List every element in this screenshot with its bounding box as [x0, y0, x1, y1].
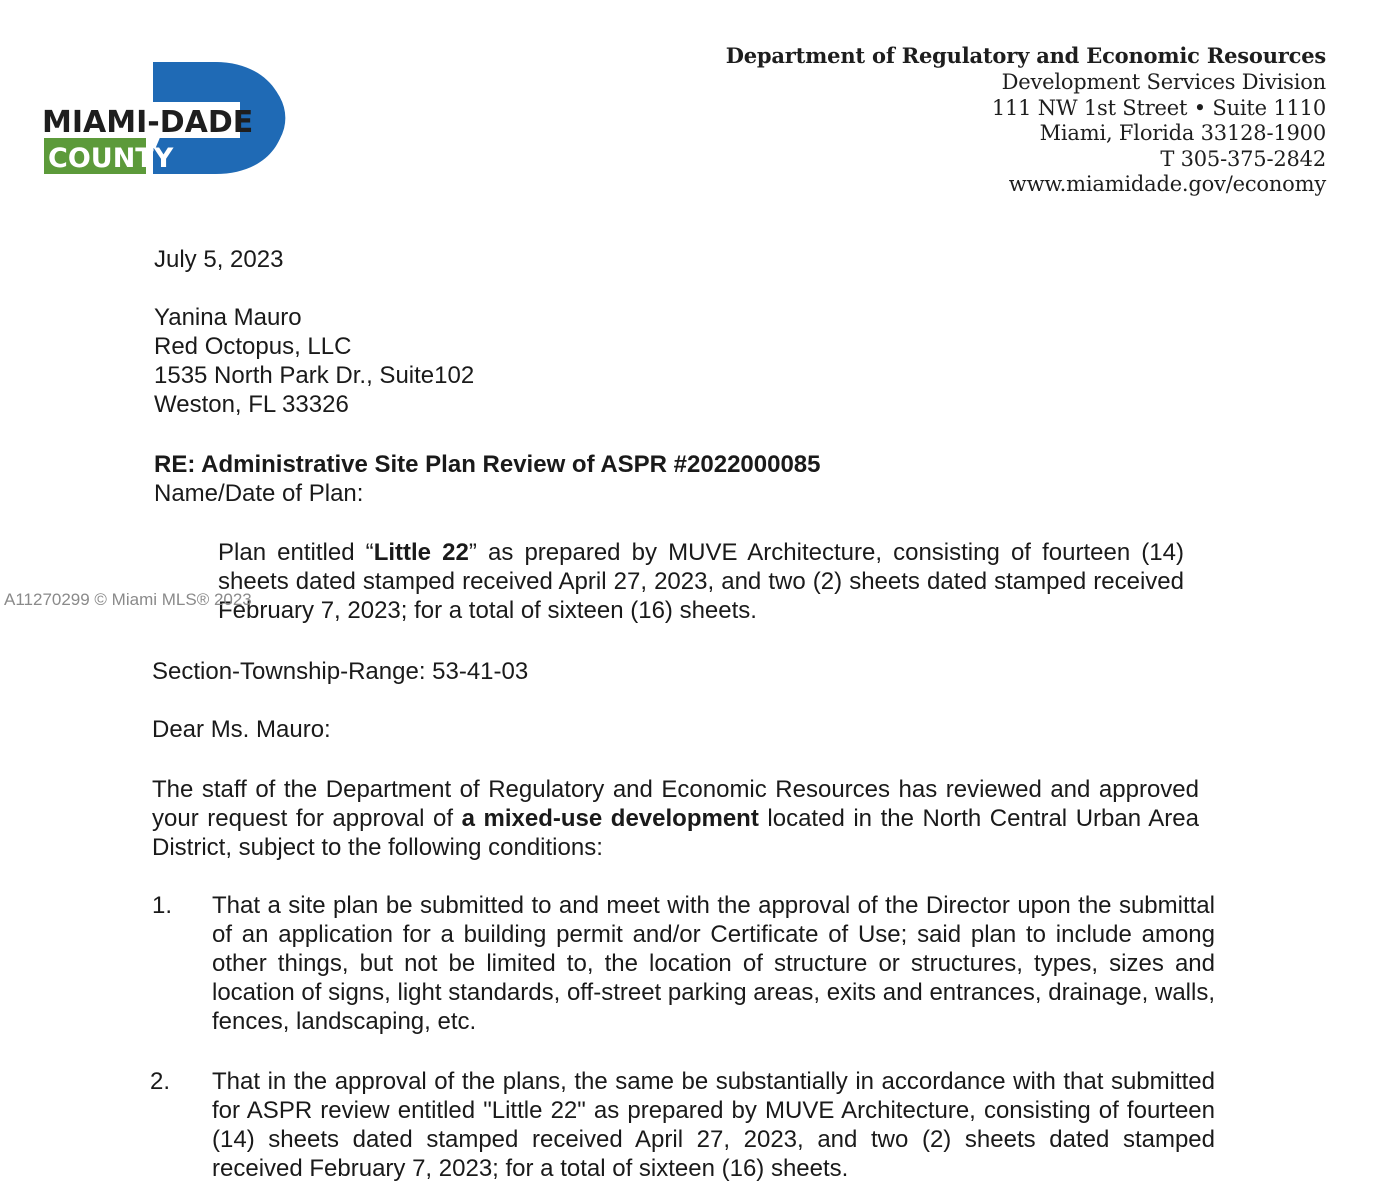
miami-dade-county-logo	[40, 60, 290, 180]
recipient-name: Yanina Mauro	[154, 304, 302, 331]
department-name: Department of Regulatory and Economic Resources	[725, 43, 1326, 68]
intro-paragraph	[152, 775, 1199, 862]
plan-name-label: Name/Date of Plan:	[154, 480, 364, 507]
recipient-street: 1535 North Park Dr., Suite102	[154, 362, 475, 389]
subject-block	[154, 450, 821, 508]
condition-text: That in the approval of the plans, the same be substantially in accordance with that submitted for ASPR review entitled "Little 22" as prepared by MUVE Architecture, consisting of fourteen (14) sheets dated stamped received April 27, 2023, and two (2) sheets dated stamped received February 7, 2023; for a total of sixteen (16) sheets.	[212, 1068, 1215, 1182]
website-link[interactable]: www.miamidade.gov/economy	[1008, 172, 1326, 196]
intro-bold: a mixed-use development	[461, 805, 759, 832]
condition-text: That a site plan be submitted to and meet with the approval of the Director upon the submittal of an application for a building permit and/or Certificate of Use; said plan to include among other things, but not be limited to, the location of structure or structures, types, sizes and location of signs, light standards, off-street parking areas, exits and entrances, drainage, walls, fences, landscaping, etc.	[212, 892, 1215, 1035]
condition-number: 2.	[150, 1068, 171, 1095]
logo-county-text: COUNTY	[48, 143, 174, 174]
section-township-range: Section-Township-Range: 53-41-03	[152, 658, 529, 685]
subject-line: RE: Administrative Site Plan Review of ASPR #2022000085	[154, 451, 821, 478]
plan-title: Little 22	[373, 539, 469, 566]
mls-watermark: A11270299 © Miami MLS® 2023	[4, 590, 252, 609]
recipient-city: Weston, FL 33326	[154, 391, 349, 418]
letterhead-address	[726, 42, 1326, 198]
city-address: Miami, Florida 33128-1900	[1039, 121, 1326, 145]
recipient-address	[154, 303, 474, 419]
division-name: Development Services Division	[1001, 70, 1326, 94]
plan-details: ” as prepared by MUVE Architecture, consisting of fourteen (14) sheets dated stamped received April 27, 2023, and two (2) sheets dated stamped received February 7, 2023; for a total of sixteen (16) sheets.	[218, 539, 1184, 624]
plan-prefix: Plan entitled “	[218, 539, 374, 566]
intro-after: located in the North Central Urban Area District, subject to the following conditions:	[152, 805, 1199, 861]
phone-number: T 305-375-2842	[1160, 146, 1326, 171]
recipient-company: Red Octopus, LLC	[154, 333, 352, 360]
intro-before: The staff of the Department of Regulatory and Economic Resources has reviewed and approved your request for approval of	[152, 776, 1199, 832]
letter-date: July 5, 2023	[154, 246, 284, 273]
logo-miami-text: MIAMI-DADE	[42, 105, 254, 140]
plan-description	[218, 538, 1184, 625]
condition-number: 1.	[152, 892, 173, 919]
salutation: Dear Ms. Mauro:	[152, 716, 331, 743]
street-address: 111 NW 1st Street • Suite 1110	[991, 95, 1326, 120]
